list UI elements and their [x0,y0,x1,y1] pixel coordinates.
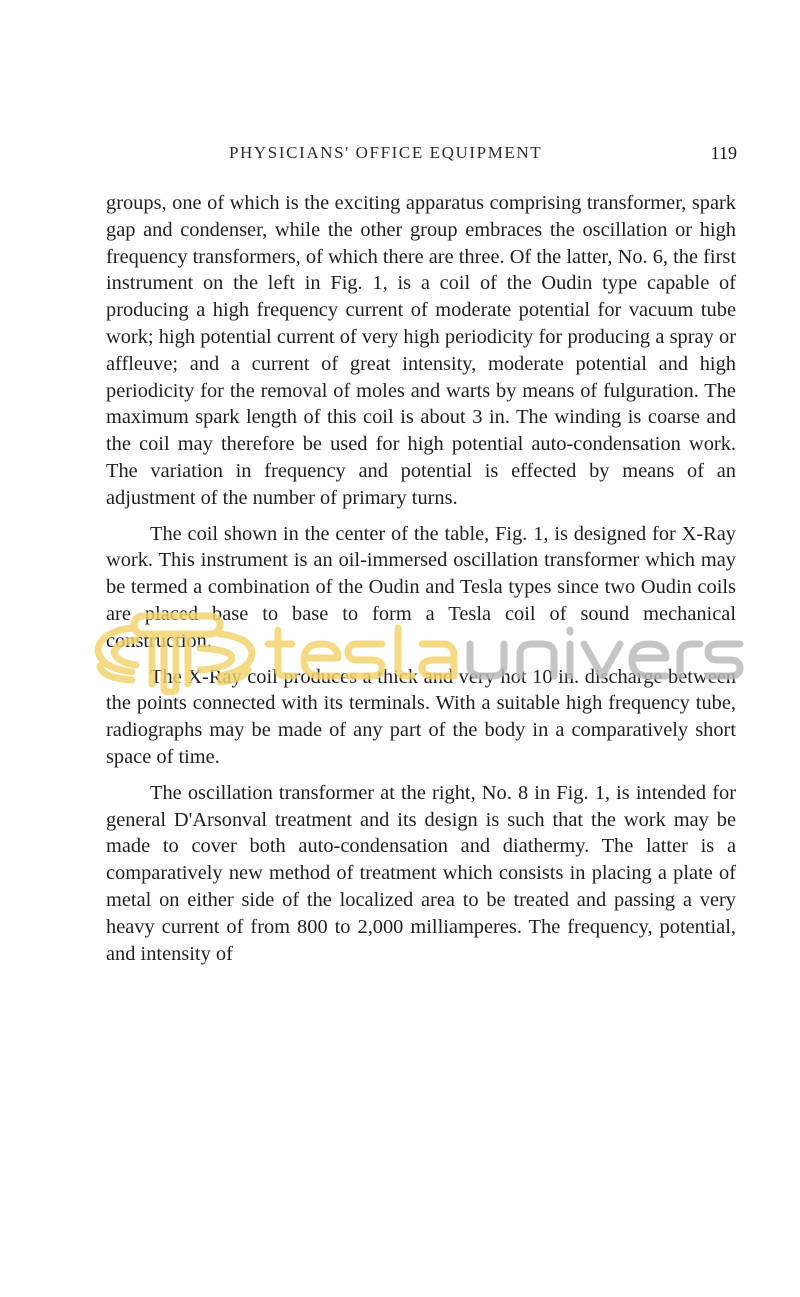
page-number: 119 [710,143,737,163]
body-text [106,190,736,967]
paragraph-4: The oscillation transformer at the right, No. 8 in Fig. 1, is intended for general D'Arsonval treatment and its design is such that the work may be made to cover both auto-condensation and diathermy. The latter is a comparatively new method of treatment which consists in placing a plate of metal on either side of the localized area to be treated and passing a very heavy current of from 800 to 2,000 milliamperes. The frequency, potential, and intensity of [106,781,736,965]
running-head [108,143,740,167]
running-title: PHYSICIANS' OFFICE EQUIPMENT [229,143,543,162]
paragraph-3: The X-Ray coil produces a thick and very hot 10 in. discharge between the points connected with its terminals. With a suitable high frequency tube, radiographs may be made of any part of the body in a comparatively short space of time. [106,665,736,768]
paragraph-2: The coil shown in the center of the table, Fig. 1, is designed for X-Ray work. This instrument is an oil-immersed oscillation transformer which may be termed a combination of the Oudin and Tesla types since two Oudin coils are placed base to base to form a Tesla coil of sound mechanical construction. [106,522,736,652]
paragraph-1: groups, one of which is the exciting apparatus comprising transformer, spark gap and condenser, while the other group embraces the oscillation or high frequency transformers, of which there are three. Of the latter, No. 6, the first instrument on the left in Fig. 1, is a coil of the Oudin type capable of producing a high frequency current of moderate potential for vacuum tube work; high potential current of very high periodicity for producing a spray or affleuve; and a current of great intensity, moderate potential and high periodicity for the removal of moles and warts by means of fulguration. The maximum spark length of this coil is about 3 in. The winding is coarse and the coil may therefore be used for high potential auto-condensation work. The variation in frequency and potential is effected by means of an adjustment of the number of primary turns. [106,192,736,509]
